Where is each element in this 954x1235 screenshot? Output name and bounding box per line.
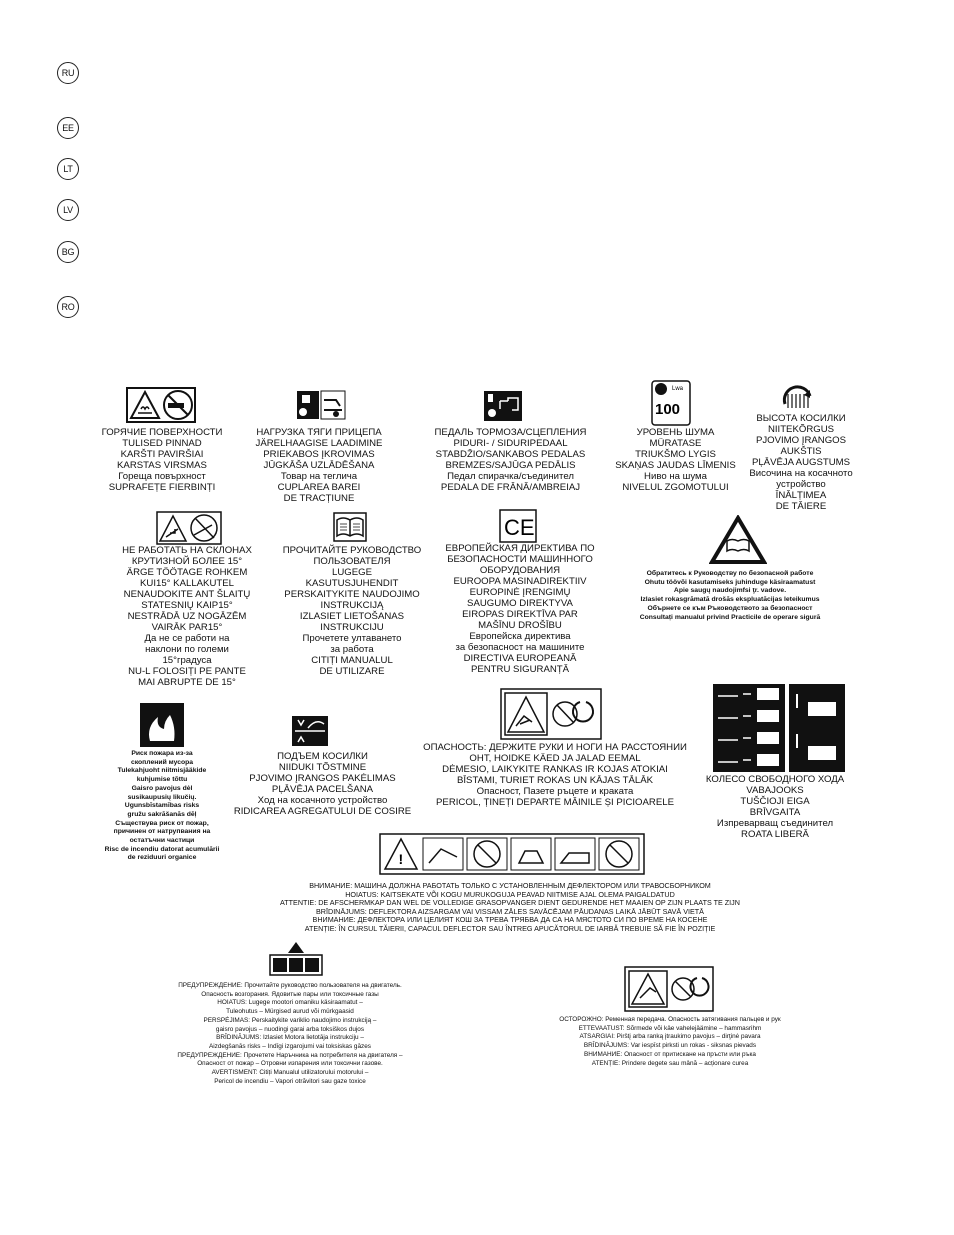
engine-warning-text: ПРЕДУПРЕЖДЕНИЕ: Прочитайте руководство пользователя на двигатель. Опасность возгорания. Ядовитые пары или токсичные газы HOIATUS: Lugege mootori omaniku käsiraamatut – Tuleohutus – Mürgised aurud või mürkgaasid PERSPĖJIMAS: Perskaitykite variklio naudojimo instrukciją – gaisro pavojus – nuodingi garai arba toksiškos dujos BRĪDINĀJUMS: Izlasiet Motora lietotāja instrukciju – Aizdegšanās risks – Indīgi izgarojumi vai toksiskas gāzes ПРЕДУПРЕЖДЕНИЕ: Прочетете Наръчника на потребителя на двигателя – Опасност от пожар – Отровни изпарения или токсични газове. AVERTISMENT: Citiți Manualul utilizatorului motorului – Pericol de incendiu – Vapori otrăvitori sau gaze toxice: [177, 982, 403, 1085]
ce-mark-icon: [499, 509, 537, 543]
language-marker-bg: BG: [57, 241, 79, 263]
brake-pedal-icon: [484, 391, 522, 421]
freewheel-text: КОЛЕСО СВОБОДНОГО ХОДА VABAJOOKS TUŠČIOJI EIGA BRĪVGAITA Изпреварващ съединител ROATA LIBERĂ: [705, 774, 845, 840]
trailer-load-text: НАГРУЗКА ТЯГИ ПРИЦЕПА JÄRELHAAGISE LAADIMINE PRIEKABOS ĮKROVIMAS JŪGKĀŠA UZLĀDĒŠANA Товар на теглича CUPLAREA BAREI DE TRACȚIUNE: [255, 427, 383, 504]
cutting-height-text: ВЫСОТА КОСИЛКИ NIITEKÕRGUS PJOVIMO ĮRANGOS AUKŠTIS PĻĀVĒJA AUGSTUMS Височина на косачното устройство ÎNĂLȚIMEA DE TĂIERE: [749, 413, 853, 512]
safety-manual-text: Обратитесь к Руководству по безопасной работе Ohutu töövõi kasutamiseks juhinduge käsiraamatust Apie saugų naudojimfsi ţr. vadove. Izlasiet rokasgrāmatā drošās ekspluatācijas leteikumus Обърнете се към Ръководството за безопасност Consultați manualul privind Practicile de operare sigură: [639, 570, 821, 621]
ce-directive-text: ЕВРОПЕЙСКАЯ ДИРЕКТИВА ПО БЕЗОПАСНОСТИ МАШИННОГО ОБОРУДОВАНИЯ EUROOPA MASINADIREKTIIV EUROPINĖ ĮRENGIMŲ SAUGUMO DIREKTYVA EIROPAS DIREKTĪVA PAR MAŠĪNU DROŠĪBU Европейска директива за безопасност на машините DIRECTIVA EUROPEANĂ PENTRU SIGURANȚĂ: [445, 543, 595, 675]
fire-risk-text: Риск пожара из-за скоплений мусора Tulekahjuoht niitmisjääkide kuhjumise tõttu Gaisro pavojus dėl susikaupusių likučių. Ugunsbīstamības risks gružu sakrāšanās dēļ Съществува риск от пожар, причинен от натрупвания на остатъчни частици Risc de incendiu datorat acumulării de reziduuri organice: [104, 750, 220, 862]
fire-risk-icon: [140, 703, 184, 747]
read-manual-icon: [333, 512, 367, 542]
cutting-height-icon: [780, 376, 814, 410]
language-marker-lv: LV: [57, 199, 79, 221]
hot-surface-text: ГОРЯЧИЕ ПОВЕРХНОСТИ TULISED PINNAD KARŠTI PAVIRŠIAI KARSTAS VIRSMAS Горещa повърхност SUPRAFEȚE FIERBINȚI: [101, 427, 223, 493]
deflector-warning-icon: [379, 833, 645, 875]
language-marker-ru: RU: [57, 62, 79, 84]
mower-lift-icon: [292, 716, 328, 746]
ce-mark: CE: [504, 515, 535, 540]
svg-text:!: !: [398, 851, 404, 867]
belt-entanglement-icon: [624, 966, 714, 1012]
svg-text:Lwa: Lwa: [672, 386, 684, 392]
hands-feet-danger-icon: [500, 688, 602, 740]
slope-warning-icon: [156, 511, 222, 545]
noise-level-text: УРОВЕНЬ ШУМА MÜRATASE TRIUKŠMO LYGIS SKAŅAS JAUDAS LĪMENIS Ниво на шума NIVELUL ZGOMOTULUI: [615, 427, 736, 493]
trailer-load-icon: [296, 390, 346, 420]
hands-feet-danger-text: ОПАСНОСТЬ: ДЕРЖИТЕ РУКИ И НОГИ НА РАССТОЯНИИ OHT, HOIDKE KÄED JA JALAD EEMAL DĖMESIO, LAIKYKITE RANKAS IR KOJAS ATOKIAI BĪSTAMI, TURIET ROKAS UN KĀJAS TĀLĀK Опасност, Пазете ръцете и краката PERICOL, ȚINEȚI DEPARTE MÂINILE ȘI PICIOARELE: [423, 742, 687, 808]
freewheel-diagram-icon: [713, 684, 845, 772]
deflector-warning-text: ВНИМАНИЕ: МАШИНА ДОЛЖНА РАБОТАТЬ ТОЛЬКО С УСТАНОВЛЕННЫМ ДЕФЛЕКТОРОМ ИЛИ ТРАВОСБОРНИКОМ HOIATUS: KAITSEKATE VÕI KOGU MURUKOGUJA PEAVAD NIITMISE AJAL OLEMA PAIGALDATUD ATTENTIE: DE AFSCHERMKAP DAN WEL DE VOLLEDIGE GRASOPVANGER DIENT GEDURENDE HET MAAIEN OP ZIJN PLAATS TE ZIJN BRĪDINĀJUMS: DEFLEKTORA AIZSARGAM VAI VISSAM ZĀLES SAVĀCĒJAM PĀUDANAS LAIKĀ JĀBŪT SAVĀ VIETĀ ВНИМАНИЕ: ДЕФЛЕКТОРА ИЛИ ЦЕЛИЯТ КОШ ЗА ТРЕВА ТРЯБВА ДА СА НА МЯСТОТО СИ ПО ВРЕМЕ НА КОСЕНЕ ATENȚIE: ÎN CURSUL TĂIERII, CAPACUL DEFLECTOR SAU ÎNTREG APUCĂTORUL DE IARBĂ TREBUIE SĂ FIE ÎN POZIȚIE: [280, 881, 740, 933]
noise-level-icon: [651, 380, 691, 426]
brake-pedal-text: ПЕДАЛЬ ТОРМОЗА/СЦЕПЛЕНИЯ PIDURI- / SIDURIPEDAAL STABDŽIO/SANKABOS PEDALAS BREMZES/SAJŪGA PEDĀLIS Педал спирачка/съединител PEDALA DE FRÂNĂ/AMBREIAJ: [434, 427, 587, 493]
belt-entanglement-text: ОСТОРОЖНО: Ременная передача. Опасность затягивания пальцев и рук ETTEVAATUST: Sõrmede või käe vahelejäämine – hammasrihm ATSARGIAI: Pirštį arba ranką įtraukimo pavojus – dirţinė pavara BRĪDINĀJUMS: Var iespīst pirksti un rokas - siksnas pievads ВНИМАНИЕ: Опасност от притискане на пръсти или ръка ATENȚIE: Prindere degete sau mână – acționare curea: [559, 1016, 781, 1067]
mower-lift-text: ПОДЪЕМ КОСИЛКИ NIIDUKI TÕSTMINE PJOVIMO ĮRANGOS PAKĖLIMAS PĻĀVĒJA PACELŠANA Ход на косачното устройство RIDICAREA AGREGATULUI DE COSIRE: [233, 751, 412, 817]
language-marker-lt: LT: [57, 158, 79, 180]
read-manual-text: ПРОЧИТАЙТЕ РУКОВОДСТВО ПОЛЬЗОВАТЕЛЯ LUGEGE KASUTUSJUHENDIT PERSKAITYKITE NAUDOJIMO INSTRUKCIJĄ IZLASIET LIETOŠANAS INSTRUKCIJU Прочетете ултаването за работа CITIȚI MANUALUL DE UTILIZARE: [282, 545, 422, 677]
safety-manual-warning-icon: [709, 515, 767, 565]
engine-warning-icon: [268, 941, 324, 977]
language-marker-ro: RO: [57, 296, 79, 318]
hot-surface-icon: [126, 387, 196, 423]
noise-value: 100: [655, 401, 681, 418]
slope-warning-text: НЕ РАБОТАТЬ НА СКЛОНАХ КРУТИЗНОЙ БОЛЕЕ 15° ÄRGE TÖÖTAGE ROHKEM KUI15° KALLAKUTEL NENAUDOKITE ANT ŠLAITŲ STATESNIŲ KAIP15° NESTRĀDĀ UZ NOGĀZĒM VAIRĀK PAR15° Да не се работи на наклони по големи 15°градуса NU-L FOLOSIȚI PE PANTE MAI ABRUPTE DE 15°: [122, 545, 252, 688]
language-marker-ee: EE: [57, 117, 79, 139]
